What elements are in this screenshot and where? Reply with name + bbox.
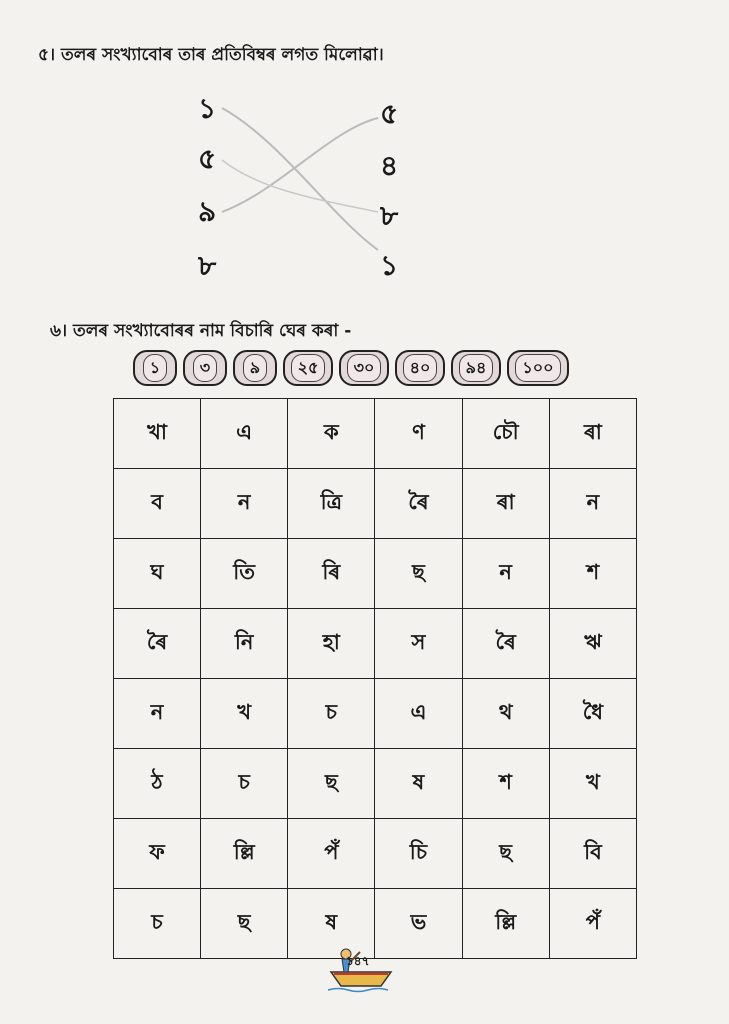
grid-cell[interactable]: ছ bbox=[201, 889, 288, 959]
chip-label: ১০০ bbox=[515, 354, 560, 382]
grid-cell[interactable]: ভ bbox=[375, 889, 462, 959]
chip-label: ৯৪ bbox=[459, 354, 494, 382]
grid-cell[interactable]: ৰৈ bbox=[114, 609, 201, 679]
chip-label: ৩০ bbox=[347, 354, 382, 382]
matching-lines bbox=[0, 0, 729, 320]
grid-cell[interactable]: ন bbox=[549, 469, 636, 539]
grid-cell[interactable]: শ bbox=[462, 749, 549, 819]
right-number-3: ৮ bbox=[380, 199, 399, 232]
number-chip bbox=[283, 350, 333, 386]
grid-cell[interactable]: ঠ bbox=[114, 749, 201, 819]
grid-cell[interactable]: ষ bbox=[375, 749, 462, 819]
grid-cell[interactable]: চ bbox=[201, 749, 288, 819]
grid-cell[interactable]: ন bbox=[462, 539, 549, 609]
grid-cell[interactable]: ন bbox=[114, 679, 201, 749]
grid-row bbox=[114, 399, 637, 469]
number-chips bbox=[133, 350, 569, 386]
grid-cell[interactable]: ৰি bbox=[288, 539, 375, 609]
grid-cell[interactable]: চ bbox=[288, 679, 375, 749]
number-chip bbox=[183, 350, 227, 386]
grid-cell[interactable]: ছ bbox=[375, 539, 462, 609]
grid-row bbox=[114, 749, 637, 819]
number-chip bbox=[233, 350, 277, 386]
question-6-title: ৬। তলৰ সংখ্যাবোৰৰ নাম বিচাৰি ঘেৰ কৰা - bbox=[50, 321, 352, 341]
grid-cell[interactable]: ছ bbox=[288, 749, 375, 819]
grid-cell[interactable]: শ bbox=[549, 539, 636, 609]
grid-cell[interactable]: ধৈ bbox=[549, 679, 636, 749]
grid-cell[interactable]: ঋ bbox=[549, 609, 636, 679]
grid-cell[interactable]: পঁ bbox=[549, 889, 636, 959]
right-number-1: ৫ bbox=[380, 97, 399, 130]
grid-cell[interactable]: এ bbox=[375, 679, 462, 749]
left-number-2: ৫ bbox=[198, 142, 217, 175]
grid-cell[interactable]: ল্লি bbox=[462, 889, 549, 959]
grid-cell[interactable]: চ bbox=[114, 889, 201, 959]
grid-row bbox=[114, 679, 637, 749]
grid-cell[interactable]: খ bbox=[549, 749, 636, 819]
right-number-4: ১ bbox=[380, 249, 399, 282]
grid-cell[interactable]: ল্লি bbox=[201, 819, 288, 889]
question-5-title: ৫। তলৰ সংখ্যাবোৰ তাৰ প্ৰতিবিম্বৰ লগত মিলোৱা। bbox=[38, 45, 384, 65]
grid-row bbox=[114, 819, 637, 889]
grid-row bbox=[114, 539, 637, 609]
chip-label: ১ bbox=[143, 354, 167, 382]
grid-cell[interactable]: ণ bbox=[375, 399, 462, 469]
grid-cell[interactable]: ত্ৰি bbox=[288, 469, 375, 539]
grid-cell[interactable]: ৰৈ bbox=[462, 609, 549, 679]
grid-cell[interactable]: ষ bbox=[288, 889, 375, 959]
grid-cell[interactable]: ন bbox=[201, 469, 288, 539]
page-number: ১৪৭ bbox=[346, 954, 370, 968]
right-number-2: ৪ bbox=[380, 149, 399, 182]
chip-label: ৩ bbox=[193, 354, 217, 382]
chip-label: ৯ bbox=[243, 354, 267, 382]
grid-cell[interactable]: ৰা bbox=[462, 469, 549, 539]
number-chip bbox=[133, 350, 177, 386]
grid-cell[interactable]: এ bbox=[201, 399, 288, 469]
grid-cell[interactable]: ক bbox=[288, 399, 375, 469]
grid-cell[interactable]: খ bbox=[201, 679, 288, 749]
grid-cell[interactable]: ৰা bbox=[549, 399, 636, 469]
grid-row bbox=[114, 469, 637, 539]
number-chip bbox=[507, 350, 569, 386]
grid-cell[interactable]: থ bbox=[462, 679, 549, 749]
left-number-4: ৮ bbox=[198, 249, 217, 282]
number-chip bbox=[339, 350, 389, 386]
grid-cell[interactable]: চৌ bbox=[462, 399, 549, 469]
grid-cell[interactable]: ছ bbox=[462, 819, 549, 889]
grid-cell[interactable]: ব bbox=[114, 469, 201, 539]
grid-row bbox=[114, 609, 637, 679]
grid-cell[interactable]: হা bbox=[288, 609, 375, 679]
grid-cell[interactable]: খা bbox=[114, 399, 201, 469]
letter-grid bbox=[113, 398, 637, 959]
chip-label: ২৫ bbox=[291, 354, 326, 382]
left-number-3: ৯ bbox=[198, 195, 217, 228]
grid-cell[interactable]: ঘ bbox=[114, 539, 201, 609]
grid-cell[interactable]: স bbox=[375, 609, 462, 679]
left-number-1: ১ bbox=[198, 92, 217, 125]
grid-cell[interactable]: চি bbox=[375, 819, 462, 889]
grid-cell[interactable]: ফ bbox=[114, 819, 201, 889]
grid-cell[interactable]: বি bbox=[549, 819, 636, 889]
number-chip bbox=[395, 350, 445, 386]
number-chip bbox=[451, 350, 501, 386]
grid-cell[interactable]: নি bbox=[201, 609, 288, 679]
grid-cell[interactable]: ৰৈ bbox=[375, 469, 462, 539]
chip-label: ৪০ bbox=[403, 354, 438, 382]
grid-cell[interactable]: পঁ bbox=[288, 819, 375, 889]
grid-cell[interactable]: তি bbox=[201, 539, 288, 609]
